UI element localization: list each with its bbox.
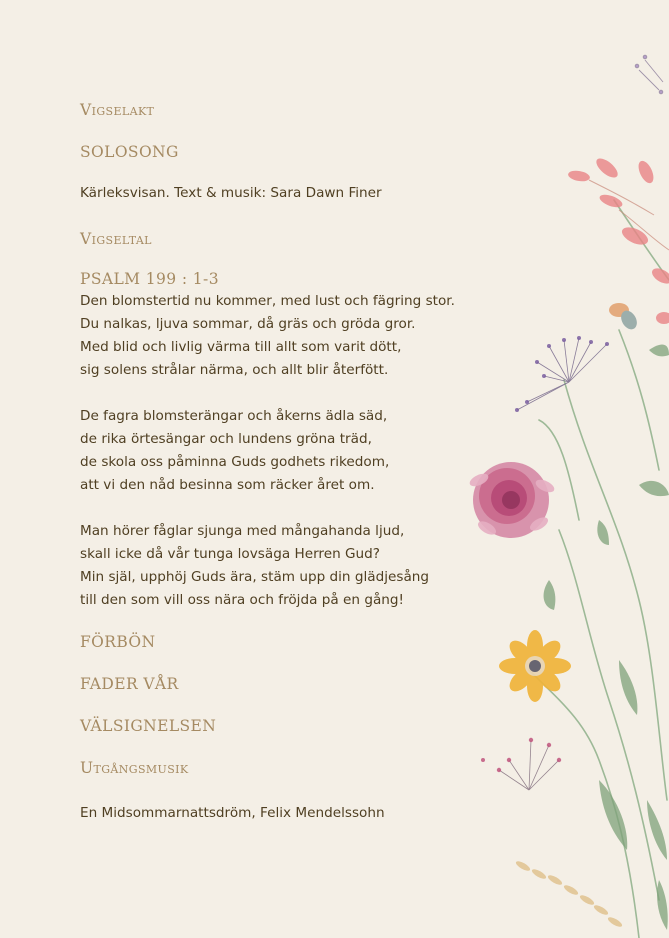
heading-fader-var: FADER VÅR — [80, 675, 179, 693]
solosong-text: Kärleksvisan. Text & musik: Sara Dawn Finer — [80, 185, 382, 201]
verse-line: De fagra blomsterängar och åkerns ädla säd, — [80, 408, 388, 424]
heading-vigseltal: Vigseltal — [80, 230, 152, 248]
verse-line: Man hörer fåglar sjunga med mångahanda ljud, — [80, 523, 405, 539]
heading-valsignelsen: VÄLSIGNELSEN — [80, 717, 217, 735]
program-content — [80, 98, 480, 825]
verse-line: Min själ, upphöj Guds ära, stäm upp din glädjesång — [80, 569, 430, 585]
verse-line: Den blomstertid nu kommer, med lust och fägring stor. — [80, 293, 455, 309]
psalm-verse-2 — [80, 405, 480, 497]
heading-psalm: PSALM 199 : 1-3 — [80, 270, 219, 288]
verse-line: de skola oss påminna Guds godhets rikedom, — [80, 454, 390, 470]
heading-forbon: FÖRBÖN — [80, 633, 156, 651]
utgangsmusik-text: En Midsommarnattsdröm, Felix Mendelssohn — [80, 805, 385, 821]
verse-line: sig solens strålar närma, och allt blir återfött. — [80, 362, 389, 378]
verse-line: att vi den nåd besinna som räcker året om. — [80, 477, 375, 493]
verse-line: Du nalkas, ljuva sommar, då gräs och gröda gror. — [80, 316, 416, 332]
verse-line: till den som vill oss nära och fröjda på en gång! — [80, 592, 404, 608]
verse-line: skall icke då vår tunga lovsäga Herren Gud? — [80, 546, 380, 562]
verse-line: Med blid och livlig värma till allt som varit dött, — [80, 339, 402, 355]
wildflower-illustration — [469, 0, 669, 938]
verse-line: de rika örtesängar och lundens gröna träd, — [80, 431, 372, 447]
psalm-verse-3 — [80, 520, 480, 612]
psalm-verse-1 — [80, 290, 480, 382]
heading-vigselakt: Vigselakt — [80, 101, 155, 119]
heading-solosong: SOLOSONG — [80, 143, 179, 161]
heading-utgangsmusik: Utgångsmusik — [80, 759, 189, 777]
